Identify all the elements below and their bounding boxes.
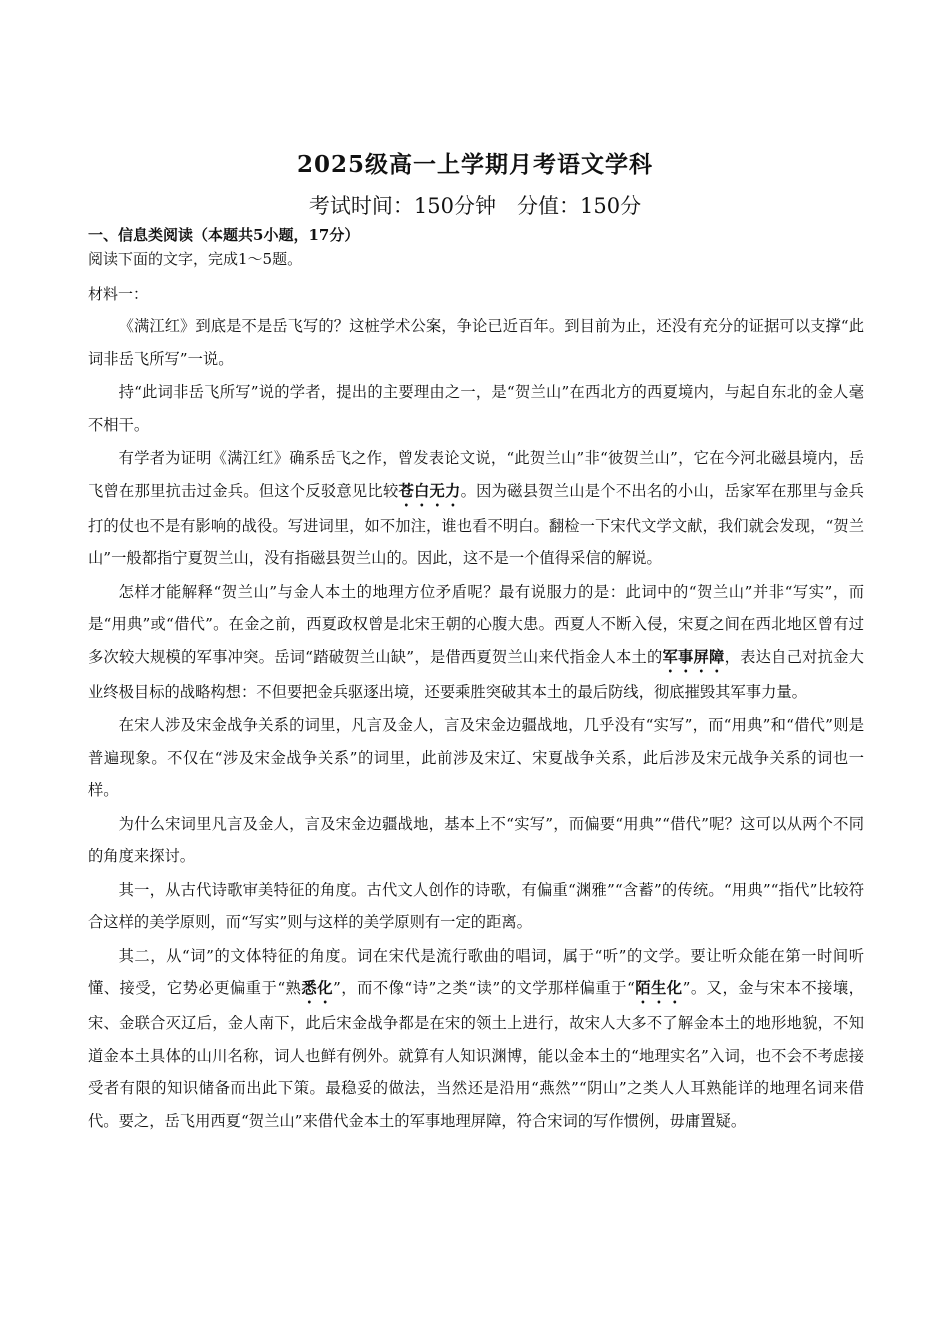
- emphasized-term: 苍白无力: [398, 481, 461, 500]
- passage-body: [88, 310, 864, 1138]
- passage-paragraph: [88, 940, 864, 1138]
- passage-paragraph: [88, 576, 864, 709]
- reading-instruction: 阅读下面的文字，完成1～5题。: [88, 250, 303, 268]
- paragraph-text: ”，而不像“诗”之类“读”的文学那样偏重于“: [332, 979, 635, 997]
- exam-time-and-score: 考试时间：150分钟 分值：150分: [308, 194, 642, 218]
- paragraph-text: 怎样才能解释“贺兰山”与金人本土的地理方位矛盾呢？最有说服力的是：此词中的“贺兰山”并非“写实”，而是“用典”或“借代”。在金之前，西夏政权曾是北宋王朝的心腹大患。西夏人不断入侵，宋夏之间在西北地区曾有过多次较大规模的军事冲突。岳词“踏破贺兰山缺”，是借西夏贺兰山来代指金人本土的: [88, 582, 864, 666]
- material-label: 材料一：: [88, 285, 149, 303]
- paragraph-text: 。因为磁县贺兰山是个不出名的小山，岳家军在那里与金兵打的仗也不是有影响的战役。写进词里，如不加注，谁也看不明白。翻检一下宋代文学文献，我们就会发现，“贺兰山”一般都指宁夏贺兰山，没有指磁县贺兰山的。因此，这不是一个值得采信的解说。: [88, 481, 864, 567]
- section-heading: 一、信息类阅读（本题共5小题，17分）: [88, 226, 360, 244]
- paragraph-text: 在宋人涉及宋金战争关系的词里，凡言及金人，言及宋金边疆战地，几乎没有“实写”，而“用典”和“借代”则是普遍现象。不仅在“涉及宋金战争关系”的词里，此前涉及宋辽、宋夏战争关系，此后涉及宋元战争关系的词也一样。: [88, 716, 864, 799]
- passage-paragraph: [88, 310, 864, 375]
- passage-paragraph: [88, 709, 864, 807]
- emphasized-term: 军事屏障: [662, 647, 725, 666]
- emphasized-term: 陌生化: [634, 979, 683, 997]
- passage-paragraph: [88, 874, 864, 939]
- passage-paragraph: [88, 808, 864, 873]
- paragraph-text: 为什么宋词里凡言及金人，言及宋金边疆战地，基本上不“实写”，而偏要“用典”“借代”呢？这可以从两个不同的角度来探讨。: [88, 814, 864, 865]
- paragraph-text: 其一，从古代诗歌审美特征的角度。古代文人创作的诗歌，有偏重“渊雅”“含蓄”的传统。“用典”“指代”比较符合这样的美学原则，而“写实”则与这样的美学原则有一定的距离。: [88, 880, 864, 931]
- paragraph-text: 持“此词非岳飞所写”说的学者，提出的主要理由之一，是“贺兰山”在西北方的西夏境内，与起自东北的金人毫不相干。: [88, 383, 864, 434]
- passage-paragraph: [88, 442, 864, 575]
- paragraph-text: 有学者为证明《满江红》确系岳飞之作，曾发表论文说，“此贺兰山”非“彼贺兰山”，它在今河北磁县境内，岳飞曾在那里抗击过金兵。但这个反驳意见比较: [88, 449, 864, 500]
- passage-paragraph: [88, 376, 864, 441]
- paragraph-text: 其二，从“词”的文体特征的角度。词在宋代是流行歌曲的唱词，属于“听”的文学。要让听众能在第一时间听懂、接受，它势必更偏重于“熟: [88, 946, 864, 997]
- exam-title: 2025级高一上学期月考语文学科: [296, 151, 653, 178]
- emphasized-term: 悉化: [301, 979, 333, 997]
- paragraph-text: 《满江红》到底是不是岳飞写的？这桩学术公案，争论已近百年。到目前为止，还没有充分的证据可以支撑“此词非岳飞所写”一说。: [88, 317, 864, 368]
- paragraph-text: ，表达自己对抗金大业终极目标的战略构想：不但要把金兵驱逐出境，还要乘胜突破其本土的最后防线，彻底摧毁其军事力量。: [88, 647, 864, 701]
- paragraph-text: ”。又，金与宋本不接壤，宋、金联合灭辽后，金人南下，此后宋金战争都是在宋的领土上进行，故宋人大多不了解金本土的地形地貌，不知道金本土具体的山川名称，词人也鲜有例外。就算有人知识渊博，能以金本土的“地理实名”入词，也不会不考虑接受者有限的知识储备而出此下策。最稳妥的做法，当然还是沿用“燕然”“阴山”之类人人耳熟能详的地理名词来借代。要之，岳飞用西夏“贺兰山”来借代金本土的军事地理屏障，符合宋词的写作惯例，毋庸置疑。: [88, 979, 864, 1130]
